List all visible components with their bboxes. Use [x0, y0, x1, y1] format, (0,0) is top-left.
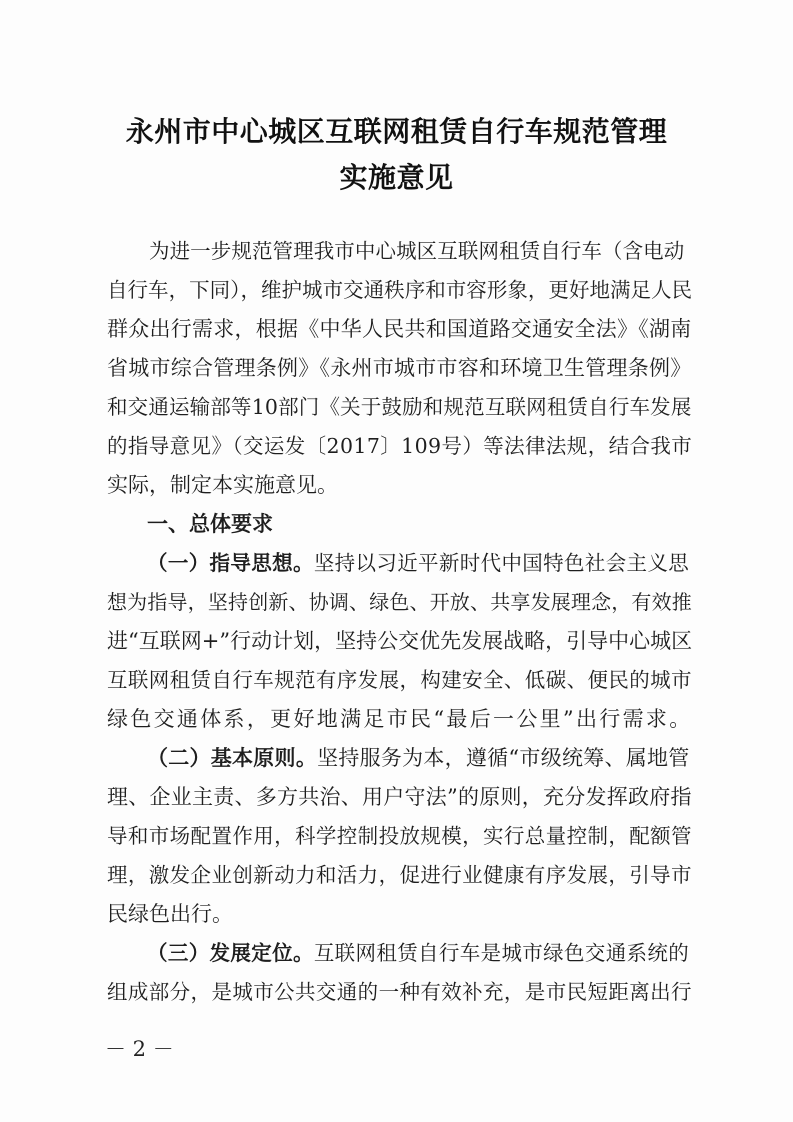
item-2-line-4: 理，激发企业创新动力和活力，促进行业健康有序发展，引导市 [107, 863, 692, 887]
intro-line-3: 群众出行需求，根据《中华人民共和国道路交通安全法》《湖南 [107, 317, 692, 341]
item-2-first-line [147, 744, 690, 772]
item-2-text: 坚持服务为本，遵循“市级统筹、属地管 [317, 746, 690, 770]
page-number: － 2 － [105, 1037, 174, 1061]
item-3-first-line [147, 939, 689, 967]
item-1-line-3: 进“互联网+”行动计划，坚持公交优先发展战略，引导中心城区 [107, 629, 693, 653]
item-3-label: （三）发展定位。 [147, 941, 314, 965]
intro-text: 为进一步规范管理我市中心城区互联网租赁自行车（含电动 [149, 239, 685, 263]
intro-line-4: 省城市综合管理条例》《永州市城市市容和环境卫生管理条例》 [107, 356, 692, 380]
intro-line-1 [149, 237, 689, 265]
intro-line-5: 和交通运输部等10部门《关于鼓励和规范互联网租赁自行车发展 [107, 395, 692, 419]
intro-line-6: 的指导意见》（交运发〔2017〕109号）等法律法规，结合我市 [107, 434, 693, 458]
item-2-line-5: 民绿色出行。 [107, 902, 233, 926]
item-2-line-3: 导和市场配置作用，科学控制投放规模，实行总量控制，配额管 [107, 824, 692, 848]
document-title-line-1: 永州市中心城区互联网租赁自行车规范管理 [125, 115, 668, 148]
item-2-line-2: 理、企业主责、多方共治、用户守法”的原则，充分发挥政府指 [107, 785, 692, 809]
item-1-text: 坚持以习近平新时代中国特色社会主义思 [313, 551, 690, 575]
intro-line-2: 自行车，下同），维护城市交通秩序和市容形象，更好地满足人民 [107, 278, 693, 302]
item-3-line-2: 组成部分，是城市公共交通的一种有效补充，是市民短距离出行 [107, 980, 692, 1004]
item-2-label: （二）基本原则。 [147, 745, 318, 770]
item-1-line-4: 互联网租赁自行车规范有序发展，构建安全、低碳、便民的城市 [107, 668, 692, 692]
document-title-line-2: 实施意见 [339, 161, 454, 194]
item-1-first-line [147, 549, 689, 577]
item-1-label: （一）指导思想。 [147, 551, 314, 575]
item-1-line-5: 绿色交通体系，更好地满足市民“最后一公里”出行需求。 [107, 707, 693, 731]
intro-line-7: 实际，制定本实施意见。 [107, 473, 338, 497]
item-1-line-2: 想为指导，坚持创新、协调、绿色、开放、共享发展理念，有效推 [107, 590, 692, 614]
section-heading: 一、总体要求 [147, 511, 273, 536]
item-3-text: 互联网租赁自行车是城市绿色交通系统的 [313, 941, 690, 965]
